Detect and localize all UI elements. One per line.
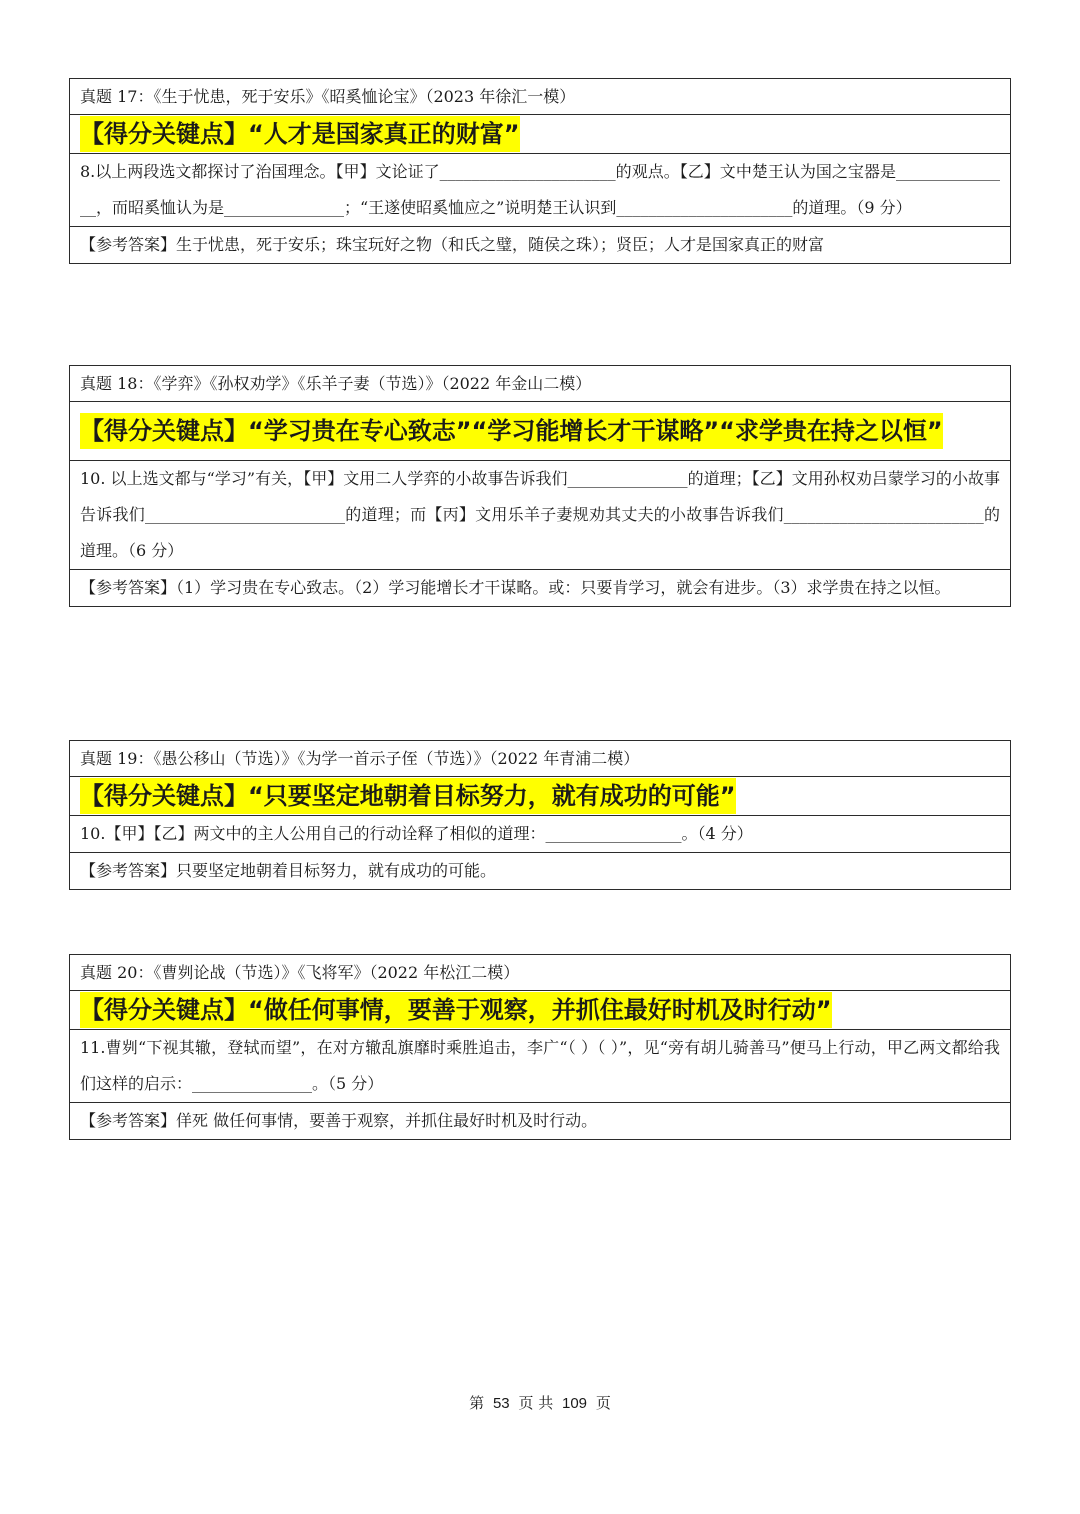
question-box-17	[69, 78, 1011, 264]
footer-suffix: 页	[595, 1394, 611, 1412]
reference-answer: 【参考答案】生于忧患，死于安乐；珠宝玩好之物（和氏之璧，随侯之珠）；贤臣；人才是国家真正的财富	[80, 235, 825, 254]
key-point-row	[70, 991, 1010, 1030]
reference-answer: 【参考答案】只要坚定地朝着目标努力，就有成功的可能。	[80, 861, 497, 880]
question-title: 真题 19：《愚公移山（节选）》《为学一首示子侄（节选）》（2022 年青浦二模）	[70, 741, 1010, 777]
key-point-row	[70, 777, 1010, 816]
question-box-19	[69, 740, 1011, 890]
question-title: 真题 20：《曹刿论战（节选）》《飞将军》（2022 年松江二模）	[70, 955, 1010, 991]
key-point: 【得分关键点】“人才是国家真正的财富”	[80, 116, 520, 152]
question-text: 10.【甲】【乙】两文中的主人公用自己的行动诠释了相似的道理：_________________。（4 分）	[70, 816, 1010, 853]
question-title: 真题 18：《学弈》《孙权劝学》《乐羊子妻（节选）》（2022 年金山二模）	[70, 366, 1010, 402]
footer-middle: 页 共	[518, 1394, 554, 1412]
question-text: 11.曹刿“下视其辙，登轼而望”，在对方辙乱旗靡时乘胜追击，李广“（ ）（ ）”，见“旁有胡儿骑善马”便马上行动，甲乙两文都给我们这样的启示：_______________。（5 分）	[70, 1030, 1010, 1103]
question-title: 真题 17：《生于忧患，死于安乐》《昭奚恤论宝》（2023 年徐汇一模）	[70, 79, 1010, 115]
key-point-row	[70, 115, 1010, 154]
question-box-20	[69, 954, 1011, 1140]
reference-answer: 【参考答案】佯死 做任何事情，要善于观察，并抓住最好时机及时行动。	[80, 1111, 598, 1130]
page-number: 53	[492, 1395, 510, 1412]
question-text: 10. 以上选文都与“学习”有关，【甲】文用二人学弈的小故事告诉我们_______________的道理；【乙】文用孙权劝吕蒙学习的小故事告诉我们_________________________的道理；而【丙】文用乐羊子妻规劝其丈夫的小故事告诉我们_________________________的道理。（6 分）	[70, 461, 1010, 570]
reference-answer: 【参考答案】（1）学习贵在专心致志。（2）学习能增长才干谋略。或：只要肯学习，就会有进步。（3）求学贵在持之以恒。	[80, 578, 951, 597]
key-point: 【得分关键点】“做任何事情，要善于观察，并抓住最好时机及时行动”	[80, 992, 832, 1028]
total-pages: 109	[562, 1395, 588, 1412]
key-point: 【得分关键点】“只要坚定地朝着目标努力，就有成功的可能”	[80, 778, 736, 814]
question-text: 8.以上两段选文都探讨了治国理念。【甲】文论证了______________________的观点。【乙】文中楚王认为国之宝器是_______________，而昭奚恤认为是_______________；“王遂使昭奚恤应之”说明楚王认识到______________________的道理。（9 分）	[70, 154, 1010, 227]
key-point: 【得分关键点】“学习贵在专心致志”“学习能增长才干谋略”“求学贵在持之以恒”	[80, 413, 943, 449]
key-point-row	[70, 402, 1010, 461]
question-box-18	[69, 365, 1011, 607]
footer-prefix: 第	[469, 1394, 485, 1412]
page-footer	[0, 1392, 1080, 1413]
